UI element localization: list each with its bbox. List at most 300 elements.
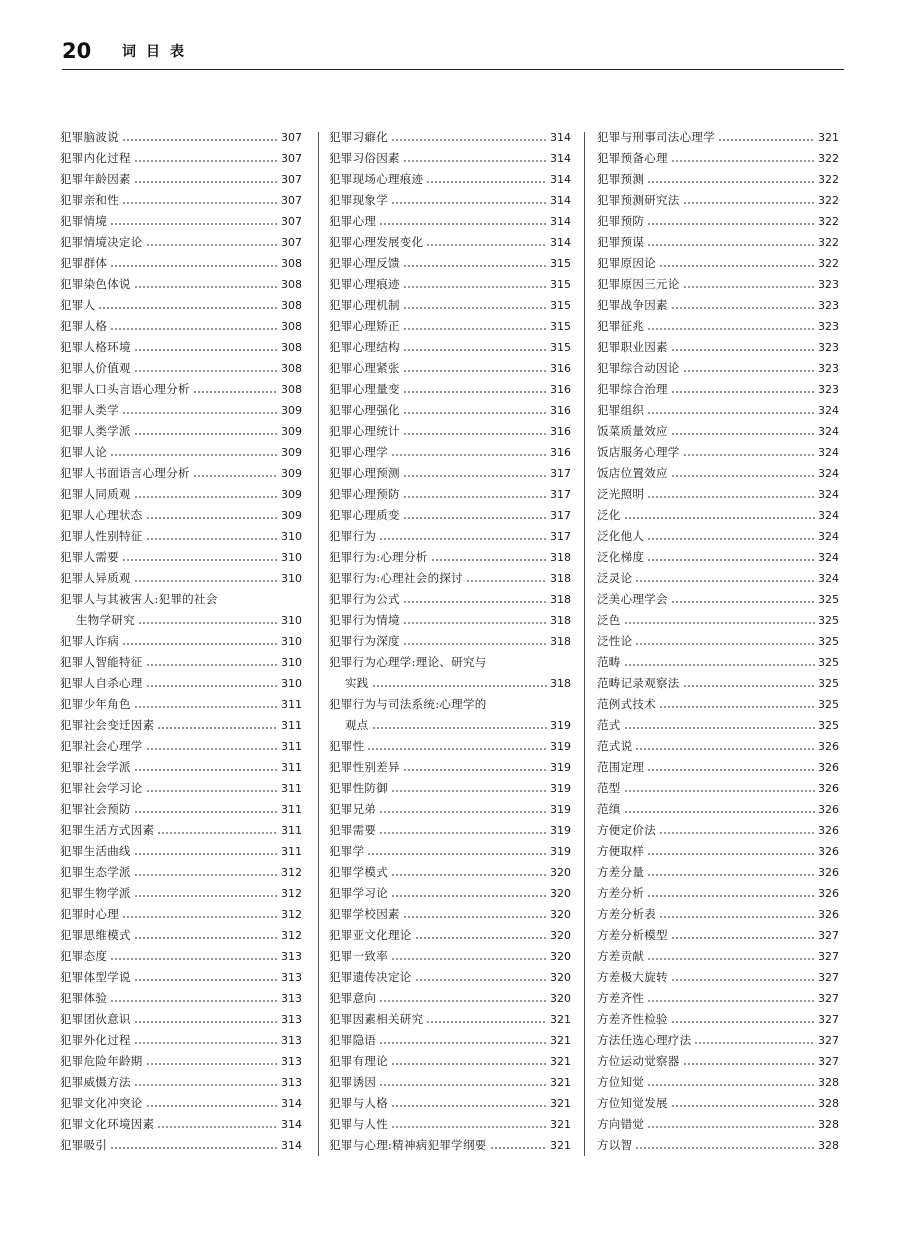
entry-term: 犯罪人价值观 xyxy=(60,361,131,375)
dot-leader xyxy=(683,370,815,372)
index-entry xyxy=(60,169,302,190)
index-entry xyxy=(60,925,302,946)
index-entry xyxy=(597,1009,839,1030)
dot-leader xyxy=(647,412,815,414)
entry-term: 泛化 xyxy=(597,508,621,522)
entry-term: 犯罪学校因素 xyxy=(329,907,400,921)
dot-leader xyxy=(403,391,547,393)
entry-term: 犯罪综合治理 xyxy=(597,382,668,396)
entry-page-number: 325 xyxy=(818,677,839,690)
dot-leader xyxy=(146,517,278,519)
dot-leader xyxy=(426,1021,547,1023)
entry-page-number: 311 xyxy=(281,803,302,816)
index-entry xyxy=(60,1009,302,1030)
dot-leader xyxy=(110,328,278,330)
index-entry xyxy=(60,400,302,421)
index-entry xyxy=(597,694,839,715)
dot-leader xyxy=(134,979,278,981)
entry-term: 犯罪与心理:精神病犯罪学纲要 xyxy=(329,1138,487,1152)
entry-page-number: 317 xyxy=(550,488,571,501)
index-entry xyxy=(329,1114,571,1135)
entry-term: 饭菜质量效应 xyxy=(597,424,668,438)
index-entry xyxy=(60,904,302,925)
index-entry xyxy=(597,988,839,1009)
entry-term: 犯罪心理质变 xyxy=(329,508,400,522)
entry-term: 犯罪生活曲线 xyxy=(60,844,131,858)
dot-leader xyxy=(426,244,547,246)
entry-term: 犯罪心理结构 xyxy=(329,340,400,354)
index-entry xyxy=(329,673,571,694)
entry-term: 犯罪人心理状态 xyxy=(60,508,143,522)
index-entry xyxy=(60,1072,302,1093)
dot-leader xyxy=(138,622,278,624)
index-entry xyxy=(329,232,571,253)
entry-page-number: 322 xyxy=(818,173,839,186)
entry-term: 犯罪行为深度 xyxy=(329,634,400,648)
dot-leader xyxy=(134,769,278,771)
entry-page-number: 309 xyxy=(281,488,302,501)
entry-page-number: 327 xyxy=(818,971,839,984)
entry-term: 犯罪因素相关研究 xyxy=(329,1012,424,1026)
entry-term: 犯罪性别差异 xyxy=(329,760,400,774)
dot-leader xyxy=(98,307,278,309)
entry-page-number: 320 xyxy=(550,971,571,984)
entry-page-number: 310 xyxy=(281,614,302,627)
entry-page-number: 310 xyxy=(281,635,302,648)
entry-page-number: 320 xyxy=(550,887,571,900)
entry-term: 犯罪少年角色 xyxy=(60,697,131,711)
entry-page-number: 314 xyxy=(550,194,571,207)
entry-term: 犯罪团伙意识 xyxy=(60,1012,131,1026)
entry-term: 犯罪习俗因素 xyxy=(329,151,400,165)
entry-page-number: 313 xyxy=(281,950,302,963)
entry-page-number: 310 xyxy=(281,572,302,585)
entry-term: 犯罪人口头言语心理分析 xyxy=(60,382,190,396)
dot-leader xyxy=(624,727,815,729)
dot-leader xyxy=(110,958,278,960)
entry-term: 犯罪现象学 xyxy=(329,193,388,207)
dot-leader xyxy=(671,349,815,351)
dot-leader xyxy=(146,244,278,246)
entry-term: 犯罪性防御 xyxy=(329,781,388,795)
entry-page-number: 322 xyxy=(818,257,839,270)
entry-term: 方位知觉发展 xyxy=(597,1096,668,1110)
index-column-2 xyxy=(329,127,571,1156)
dot-leader xyxy=(431,559,547,561)
dot-leader xyxy=(146,664,278,666)
index-entry xyxy=(597,505,839,526)
dot-leader xyxy=(122,202,278,204)
entry-page-number: 321 xyxy=(550,1139,571,1152)
entry-page-number: 322 xyxy=(818,215,839,228)
dot-leader xyxy=(146,538,278,540)
entry-page-number: 319 xyxy=(550,740,571,753)
dot-leader xyxy=(671,160,815,162)
index-entry xyxy=(329,862,571,883)
entry-page-number: 321 xyxy=(550,1055,571,1068)
index-entry xyxy=(597,925,839,946)
index-entry xyxy=(329,820,571,841)
index-entry xyxy=(597,778,839,799)
index-entry xyxy=(597,841,839,862)
entry-term: 犯罪社会学习论 xyxy=(60,781,143,795)
dot-leader xyxy=(146,685,278,687)
entry-page-number: 314 xyxy=(281,1097,302,1110)
entry-term: 泛光照明 xyxy=(597,487,645,501)
entry-term: 犯罪文化冲突论 xyxy=(60,1096,143,1110)
entry-term: 犯罪预测研究法 xyxy=(597,193,680,207)
entry-term: 观点 xyxy=(345,718,369,732)
dot-leader xyxy=(624,790,815,792)
entry-term: 犯罪情境 xyxy=(60,214,108,228)
entry-term: 犯罪习癖化 xyxy=(329,130,388,144)
dot-leader xyxy=(403,643,547,645)
entry-page-number: 318 xyxy=(550,551,571,564)
index-entry xyxy=(60,505,302,526)
entry-term: 方差分析 xyxy=(597,886,645,900)
entry-page-number: 325 xyxy=(818,698,839,711)
column-divider xyxy=(318,132,319,1156)
entry-term: 犯罪脑波说 xyxy=(60,130,119,144)
dot-leader xyxy=(391,895,547,897)
index-entry xyxy=(60,631,302,652)
dot-leader xyxy=(134,181,278,183)
index-entry xyxy=(60,211,302,232)
index-entry xyxy=(597,652,839,673)
dot-leader xyxy=(134,1084,278,1086)
entry-page-number: 325 xyxy=(818,635,839,648)
dot-leader xyxy=(122,139,278,141)
entry-term: 犯罪心理学 xyxy=(329,445,388,459)
entry-term: 犯罪危险年龄期 xyxy=(60,1054,143,1068)
dot-leader xyxy=(391,454,547,456)
entry-page-number: 309 xyxy=(281,509,302,522)
entry-term: 犯罪吸引 xyxy=(60,1138,108,1152)
index-entry xyxy=(329,358,571,379)
entry-term: 犯罪诱因 xyxy=(329,1075,377,1089)
entry-page-number: 324 xyxy=(818,488,839,501)
entry-page-number: 327 xyxy=(818,950,839,963)
entry-page-number: 316 xyxy=(550,446,571,459)
entry-page-number: 327 xyxy=(818,1013,839,1026)
dot-leader xyxy=(110,1000,278,1002)
dot-leader xyxy=(415,937,547,939)
entry-page-number: 321 xyxy=(550,1034,571,1047)
dot-leader xyxy=(635,643,815,645)
entry-page-number: 307 xyxy=(281,152,302,165)
dot-leader xyxy=(134,811,278,813)
entry-term: 犯罪意向 xyxy=(329,991,377,1005)
index-entry xyxy=(60,442,302,463)
dot-leader xyxy=(647,853,815,855)
index-entry xyxy=(329,652,571,673)
entry-page-number: 326 xyxy=(818,803,839,816)
entry-page-number: 324 xyxy=(818,572,839,585)
entry-term: 犯罪人格 xyxy=(60,319,108,333)
entry-term: 范式 xyxy=(597,718,621,732)
index-entry xyxy=(597,463,839,484)
index-entry xyxy=(597,736,839,757)
entry-term: 犯罪生活方式因素 xyxy=(60,823,155,837)
index-entry xyxy=(60,988,302,1009)
entry-term: 犯罪人性别特征 xyxy=(60,529,143,543)
entry-page-number: 307 xyxy=(281,236,302,249)
entry-term: 犯罪行为:心理分析 xyxy=(329,550,428,564)
entry-term: 犯罪预防 xyxy=(597,214,645,228)
dot-leader xyxy=(671,475,815,477)
entry-term: 方差分量 xyxy=(597,865,645,879)
entry-term: 犯罪心理机制 xyxy=(329,298,400,312)
entry-page-number: 324 xyxy=(818,509,839,522)
index-entry xyxy=(60,589,302,610)
index-entry xyxy=(329,904,571,925)
entry-term: 犯罪文化环境因素 xyxy=(60,1117,155,1131)
entry-page-number: 316 xyxy=(550,404,571,417)
index-entry xyxy=(329,1072,571,1093)
entry-page-number: 325 xyxy=(818,719,839,732)
index-entry xyxy=(597,715,839,736)
entry-term: 犯罪学 xyxy=(329,844,365,858)
index-entry xyxy=(329,526,571,547)
entry-page-number: 327 xyxy=(818,1034,839,1047)
dot-leader xyxy=(683,286,815,288)
index-entry xyxy=(60,652,302,673)
entry-term: 犯罪遗传决定论 xyxy=(329,970,412,984)
entry-page-number: 325 xyxy=(818,656,839,669)
index-entry xyxy=(329,589,571,610)
index-entry xyxy=(60,1051,302,1072)
dot-leader xyxy=(403,916,547,918)
entry-page-number: 324 xyxy=(818,404,839,417)
entry-term: 犯罪有理论 xyxy=(329,1054,388,1068)
index-entry xyxy=(329,148,571,169)
index-entry xyxy=(60,610,302,631)
entry-term: 泛色 xyxy=(597,613,621,627)
index-entry xyxy=(60,568,302,589)
dot-leader xyxy=(659,265,815,267)
index-entry xyxy=(60,1030,302,1051)
entry-page-number: 311 xyxy=(281,719,302,732)
entry-page-number: 323 xyxy=(818,278,839,291)
index-entry xyxy=(329,505,571,526)
index-entry xyxy=(60,547,302,568)
index-entry xyxy=(60,253,302,274)
index-entry xyxy=(597,673,839,694)
dot-leader xyxy=(647,223,815,225)
dot-leader xyxy=(372,727,547,729)
dot-leader xyxy=(403,769,547,771)
dot-leader xyxy=(367,748,547,750)
entry-page-number: 315 xyxy=(550,341,571,354)
index-entry xyxy=(597,400,839,421)
header-rule xyxy=(62,69,844,70)
entry-page-number: 316 xyxy=(550,425,571,438)
dot-leader xyxy=(403,160,547,162)
entry-term: 犯罪需要 xyxy=(329,823,377,837)
index-entry xyxy=(329,295,571,316)
entry-page-number: 320 xyxy=(550,929,571,942)
index-entry xyxy=(597,127,839,148)
entry-page-number: 323 xyxy=(818,341,839,354)
index-entry xyxy=(60,946,302,967)
dot-leader xyxy=(146,1105,278,1107)
dot-leader xyxy=(403,601,547,603)
index-entry xyxy=(60,694,302,715)
entry-page-number: 319 xyxy=(550,782,571,795)
index-entry xyxy=(329,757,571,778)
index-entry xyxy=(597,274,839,295)
index-entry xyxy=(597,379,839,400)
dot-leader xyxy=(403,286,547,288)
entry-page-number: 314 xyxy=(281,1139,302,1152)
entry-term: 泛化梯度 xyxy=(597,550,645,564)
dot-leader xyxy=(110,1147,278,1149)
entry-term: 方差齐性检验 xyxy=(597,1012,668,1026)
entry-term: 泛化他人 xyxy=(597,529,645,543)
index-entry xyxy=(60,778,302,799)
entry-term: 泛美心理学会 xyxy=(597,592,668,606)
dot-leader xyxy=(647,559,815,561)
entry-page-number: 316 xyxy=(550,383,571,396)
index-entry xyxy=(597,1135,839,1156)
entry-term: 犯罪年龄因素 xyxy=(60,172,131,186)
index-column-3 xyxy=(597,127,839,1156)
entry-term: 犯罪人与其被害人:犯罪的社会 xyxy=(60,592,218,606)
index-entry xyxy=(60,526,302,547)
dot-leader xyxy=(146,1063,278,1065)
entry-page-number: 308 xyxy=(281,257,302,270)
entry-page-number: 319 xyxy=(550,719,571,732)
entry-term: 犯罪内化过程 xyxy=(60,151,131,165)
dot-leader xyxy=(372,685,547,687)
dot-leader xyxy=(134,433,278,435)
dot-leader xyxy=(403,496,547,498)
entry-page-number: 321 xyxy=(550,1076,571,1089)
entry-page-number: 313 xyxy=(281,992,302,1005)
entry-page-number: 308 xyxy=(281,278,302,291)
entry-term: 犯罪与刑事司法心理学 xyxy=(597,130,715,144)
entry-term: 犯罪隐语 xyxy=(329,1033,377,1047)
entry-term: 犯罪心理量变 xyxy=(329,382,400,396)
entry-term: 方便取样 xyxy=(597,844,645,858)
entry-page-number: 312 xyxy=(281,866,302,879)
entry-page-number: 321 xyxy=(818,131,839,144)
dot-leader xyxy=(391,1105,547,1107)
entry-page-number: 325 xyxy=(818,614,839,627)
index-entry xyxy=(329,778,571,799)
entry-page-number: 311 xyxy=(281,845,302,858)
entry-term: 方位知觉 xyxy=(597,1075,645,1089)
dot-leader xyxy=(391,790,547,792)
entry-term: 犯罪组织 xyxy=(597,403,645,417)
entry-page-number: 318 xyxy=(550,635,571,648)
entry-term: 犯罪心理紧张 xyxy=(329,361,400,375)
index-entry xyxy=(60,148,302,169)
entry-term: 犯罪原因论 xyxy=(597,256,656,270)
entry-page-number: 307 xyxy=(281,131,302,144)
index-entry xyxy=(60,232,302,253)
entry-term: 犯罪预备心理 xyxy=(597,151,668,165)
entry-page-number: 326 xyxy=(818,824,839,837)
index-entry xyxy=(329,400,571,421)
dot-leader xyxy=(134,496,278,498)
entry-page-number: 309 xyxy=(281,446,302,459)
index-entry xyxy=(329,1093,571,1114)
dot-leader xyxy=(146,790,278,792)
entry-term: 犯罪心理发展变化 xyxy=(329,235,424,249)
dot-leader xyxy=(403,622,547,624)
entry-term: 犯罪与人性 xyxy=(329,1117,388,1131)
entry-page-number: 311 xyxy=(281,761,302,774)
index-entry xyxy=(60,421,302,442)
index-entry xyxy=(597,211,839,232)
entry-term: 犯罪预测 xyxy=(597,172,645,186)
index-entry xyxy=(60,127,302,148)
index-entry xyxy=(60,379,302,400)
dot-leader xyxy=(624,664,815,666)
dot-leader xyxy=(134,937,278,939)
entry-term: 犯罪战争因素 xyxy=(597,298,668,312)
dot-leader xyxy=(403,370,547,372)
index-entry xyxy=(597,862,839,883)
entry-page-number: 315 xyxy=(550,257,571,270)
entry-page-number: 328 xyxy=(818,1118,839,1131)
dot-leader xyxy=(718,139,815,141)
dot-leader xyxy=(647,769,815,771)
index-entry xyxy=(60,1135,302,1156)
entry-term: 犯罪心理矫正 xyxy=(329,319,400,333)
dot-leader xyxy=(110,454,278,456)
index-entry xyxy=(329,1009,571,1030)
entry-page-number: 316 xyxy=(550,362,571,375)
index-entry xyxy=(597,190,839,211)
entry-term: 范式说 xyxy=(597,739,633,753)
dot-leader xyxy=(647,496,815,498)
dot-leader xyxy=(391,874,547,876)
dot-leader xyxy=(146,748,278,750)
entry-page-number: 323 xyxy=(818,299,839,312)
index-entry xyxy=(329,715,571,736)
index-entry xyxy=(597,148,839,169)
entry-term: 方法任选心理疗法 xyxy=(597,1033,692,1047)
dot-leader xyxy=(157,832,278,834)
index-entry xyxy=(597,547,839,568)
entry-page-number: 314 xyxy=(550,236,571,249)
entry-term: 犯罪心理预防 xyxy=(329,487,400,501)
entry-page-number: 315 xyxy=(550,299,571,312)
index-entry xyxy=(329,967,571,988)
index-entry xyxy=(329,169,571,190)
entry-term: 犯罪行为公式 xyxy=(329,592,400,606)
dot-leader xyxy=(671,1021,815,1023)
index-entry xyxy=(329,799,571,820)
entry-page-number: 315 xyxy=(550,278,571,291)
index-entry xyxy=(329,694,571,715)
entry-term: 犯罪性 xyxy=(329,739,365,753)
entry-page-number: 323 xyxy=(818,320,839,333)
entry-page-number: 313 xyxy=(281,1034,302,1047)
entry-term: 范例式技术 xyxy=(597,697,656,711)
column-divider xyxy=(584,132,585,1156)
entry-term: 犯罪行为心理学:理论、研究与 xyxy=(329,655,487,669)
dot-leader xyxy=(635,748,815,750)
dot-leader xyxy=(134,286,278,288)
index-entry xyxy=(60,715,302,736)
index-entry xyxy=(329,211,571,232)
entry-page-number: 311 xyxy=(281,740,302,753)
entry-term: 犯罪兄弟 xyxy=(329,802,377,816)
dot-leader xyxy=(403,517,547,519)
